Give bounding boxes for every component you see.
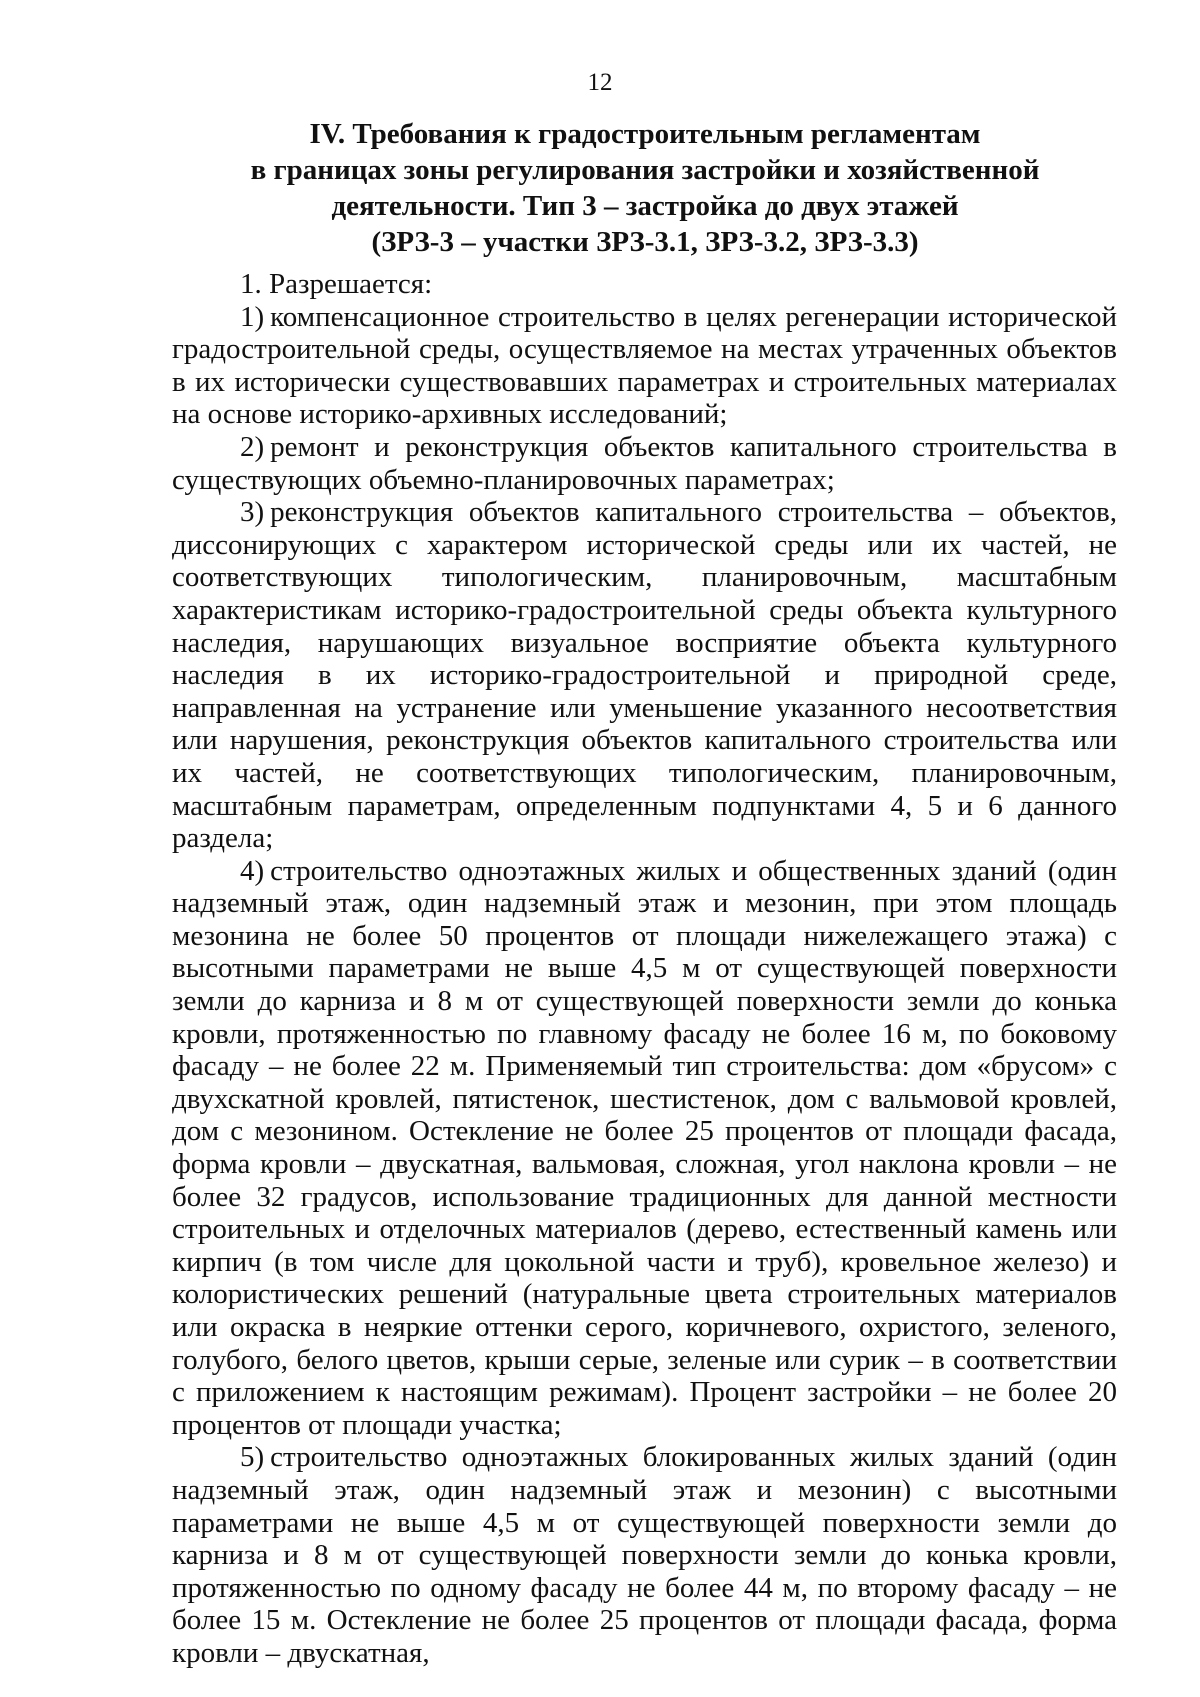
permitted-intro: 1. Разрешается: <box>240 268 433 300</box>
list-item-number: 1) <box>240 300 265 333</box>
heading-line-3: деятельности. Тип 3 – застройка до двух этажей <box>331 190 959 222</box>
document-body <box>172 268 1117 1670</box>
list-item-text: компенсационное строительство в целях регенерации исторической градостроительной среды, осуществляемое на местах утраченных объектов в их исторически существовавших параметрах и строительных материалах на основе историко-архивных исследований; <box>172 300 1117 431</box>
heading-line-2: в границах зоны регулирования застройки и хозяйственной <box>250 154 1040 186</box>
heading-line-4: (ЗРЗ-3 – участки ЗРЗ-3.1, ЗРЗ-3.2, ЗРЗ-3.3) <box>371 226 919 258</box>
heading-line-1: IV. Требования к градостроительным регламентам <box>309 118 981 150</box>
section-heading <box>170 116 1120 260</box>
list-item-text: строительство одноэтажных жилых и общественных зданий (один надземный этаж, один надземный этаж и мезонин, при этом площадь мезонина не более 50 процентов от площади нижележащего этажа) с высотными параметрами не выше 4,5 м от существующей поверхности земли до карниза и 8 м от существующей поверхности земли до конька кровли, протяженностью по главному фасаду не более 16 м, по боковому фасаду – не более 22 м. Применяемый тип строительства: дом «брусом» с двухскатной кровлей, пятистенок, шестистенок, дом с вальмовой кровлей, дом с мезонином. Остекление не более 25 процентов от площади фасада, форма кровли – двускатная, вальмовая, сложная, угол наклона кровли – не более 32 градусов, использование традиционных для данной местности строительных и отделочных материалов (дерево, естественный камень или кирпич (в том числе для цокольной части и труб), кровельное железо) и колористических решений (натуральные цвета строительных материалов или окраска в неяркие оттенки серого, коричневого, охристого, зеленого, голубого, белого цветов, крыши серые, зеленые или сурик – в соответствии с приложением к настоящим режимам). Процент застройки – не более 20 процентов от площади участка; <box>172 854 1117 1441</box>
list-item-3 <box>172 496 1117 855</box>
list-item-1 <box>172 301 1117 431</box>
list-item-text: строительство одноэтажных блокированных жилых зданий (один надземный этаж, один надземный этаж и мезонин) с высотными параметрами не выше 4,5 м от существующей поверхности земли до карниза и 8 м от существующей поверхности земли до конька кровли, протяженностью по одному фасаду не более 44 м, по второму фасаду – не более 15 м. Остекление не более 25 процентов от площади фасада, форма кровли – двускатная, <box>172 1441 1117 1669</box>
list-item-number: 2) <box>240 430 265 463</box>
list-item-number: 5) <box>240 1441 265 1474</box>
list-item-4 <box>172 855 1117 1442</box>
list-item-text: реконструкция объектов капитального строительства – объектов, диссонирующих с характером исторической среды или их частей, не соответствующих типологическим, планировочным, масштабным характеристикам историко-градостроительной среды объекта культурного наследия, нарушающих визуальное восприятие объекта культурного наследия в их историко-градостроительной и природной среде, направленная на устранение или уменьшение указанного несоответствия или нарушения, реконструкция объектов капитального строительства или их частей, не соответствующих типологическим, планировочным, масштабным параметрам, определенным подпунктами 4, 5 и 6 данного раздела; <box>172 496 1117 855</box>
list-item-number: 4) <box>240 854 265 887</box>
page-number: 12 <box>587 69 613 96</box>
list-item-2 <box>172 431 1117 496</box>
list-item-5 <box>172 1441 1117 1669</box>
list-item-number: 3) <box>240 496 265 529</box>
list-item-text: ремонт и реконструкция объектов капитального строительства в существующих объемно-планировочных параметрах; <box>172 430 1117 496</box>
